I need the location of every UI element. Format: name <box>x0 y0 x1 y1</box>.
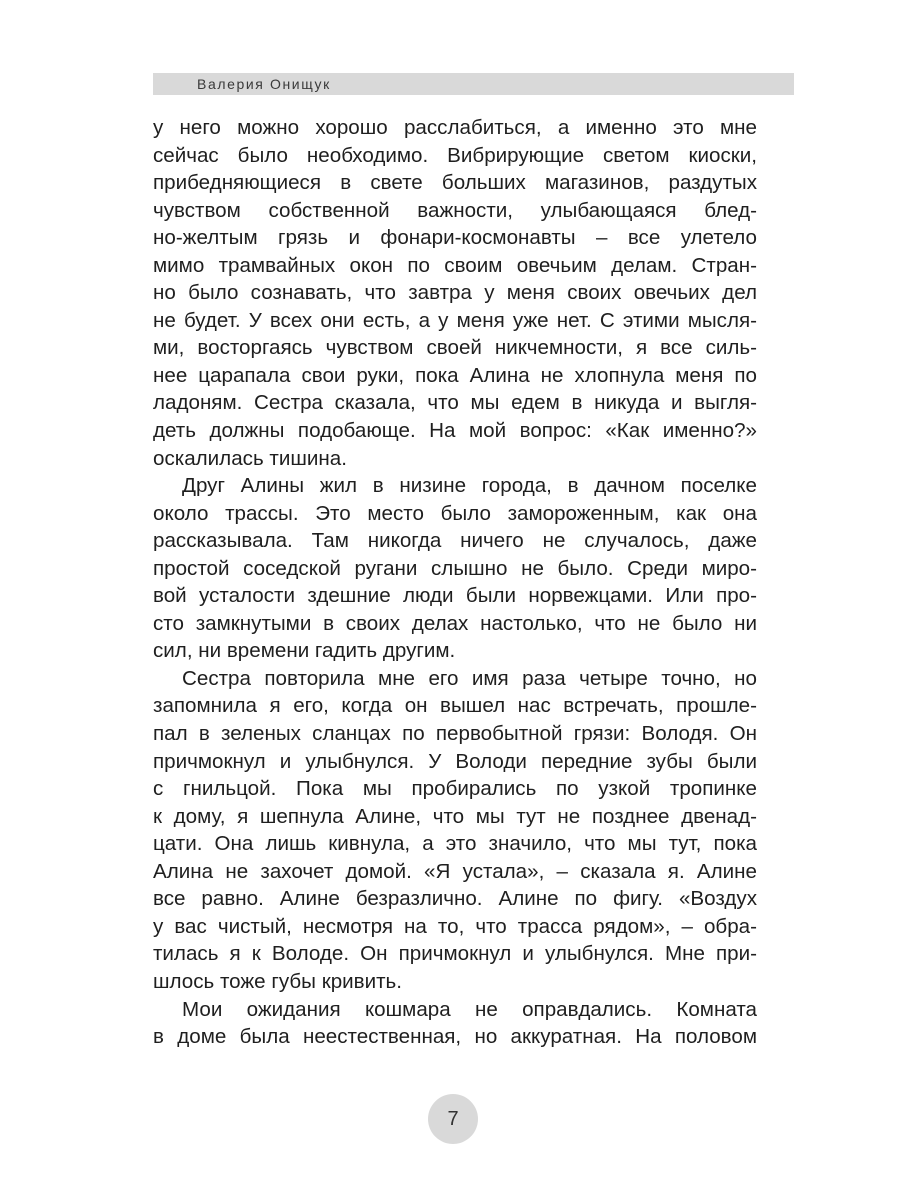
text-line: у него можно хорошо расслабиться, а именно это мне <box>153 116 757 139</box>
text-line: с гнильцой. Пока мы пробирались по узкой тропинке <box>153 777 757 801</box>
body-text <box>153 114 757 1051</box>
text-line: в доме была неестественная, но аккуратная. На половом <box>153 1025 757 1049</box>
text-line: Алина не захочет домой. «Я устала», – сказала я. Алине <box>153 859 757 883</box>
text-line: ладоням. Сестра сказала, что мы едем в никуда и выгля- <box>153 391 757 415</box>
text-line: цати. Она лишь кивнула, а это значило, что мы тут, пока <box>153 832 757 856</box>
text-line: Мои ожидания кошмара не оправдались. Комната <box>182 997 757 1021</box>
text-line: около трассы. Это место было замороженным, как она <box>153 501 757 525</box>
paragraph-4 <box>153 996 757 1051</box>
text-line: вой усталости здешние люди были норвежцами. Или про- <box>153 584 757 608</box>
text-line: но было сознавать, что завтра у меня своих овечьих дел <box>153 281 757 305</box>
text-line: простой соседской ругани слышно не было. Среди миро- <box>153 556 757 580</box>
text-line: запомнила я его, когда он вышел нас встречать, прошле- <box>153 694 757 718</box>
text-line: сил, ни времени гадить другим. <box>153 639 456 663</box>
text-line: пал в зеленых сланцах по первобытной грязи: Володя. Он <box>153 722 757 746</box>
text-line: чувством собственной важности, улыбающаяся блед- <box>153 198 757 222</box>
text-line: к дому, я шепнула Алине, что мы тут не позднее двенад- <box>153 804 757 828</box>
text-line: Друг Алины жил в низине города, в дачном поселке <box>182 474 757 498</box>
text-line: ми, восторгаясь чувством своей никчемности, я все силь- <box>153 336 757 360</box>
paragraph-1 <box>153 114 757 472</box>
text-line: сейчас было необходимо. Вибрирующие светом киоски, <box>153 143 757 167</box>
text-line: деть должны подобающе. На мой вопрос: «Как именно?» <box>153 419 757 443</box>
text-line: прибедняющиеся в свете больших магазинов, раздутых <box>153 171 757 195</box>
text-line: но-желтым грязь и фонари-космонавты – все улетело <box>153 226 757 250</box>
text-line: сто замкнутыми в своих делах настолько, что не было ни <box>153 611 757 635</box>
text-line: шлось тоже губы кривить. <box>153 969 402 993</box>
text-line: причмокнул и улыбнулся. У Володи передние зубы были <box>153 749 757 773</box>
paragraph-3 <box>153 665 757 996</box>
text-line: тилась я к Володе. Он причмокнул и улыбнулся. Мне при- <box>153 942 757 966</box>
text-line: рассказывала. Там никогда ничего не случалось, даже <box>153 529 757 553</box>
text-line: Сестра повторила мне его имя раза четыре точно, но <box>182 666 757 690</box>
running-header <box>153 73 794 95</box>
running-header-author: Валерия Онищук <box>197 76 331 92</box>
text-line: нее царапала свои руки, пока Алина не хлопнула меня по <box>153 363 757 387</box>
page-number: 7 <box>428 1094 478 1144</box>
text-line: все равно. Алине безразлично. Алине по фигу. «Воздух <box>153 887 757 911</box>
text-line: не будет. У всех они есть, а у меня уже нет. С этими мысля- <box>153 308 757 332</box>
text-line: у вас чистый, несмотря на то, что трасса рядом», – обра- <box>153 914 757 938</box>
paragraph-2 <box>153 472 757 665</box>
text-line: оскалилась тишина. <box>153 446 347 470</box>
text-line: мимо трамвайных окон по своим овечьим делам. Стран- <box>153 253 757 277</box>
